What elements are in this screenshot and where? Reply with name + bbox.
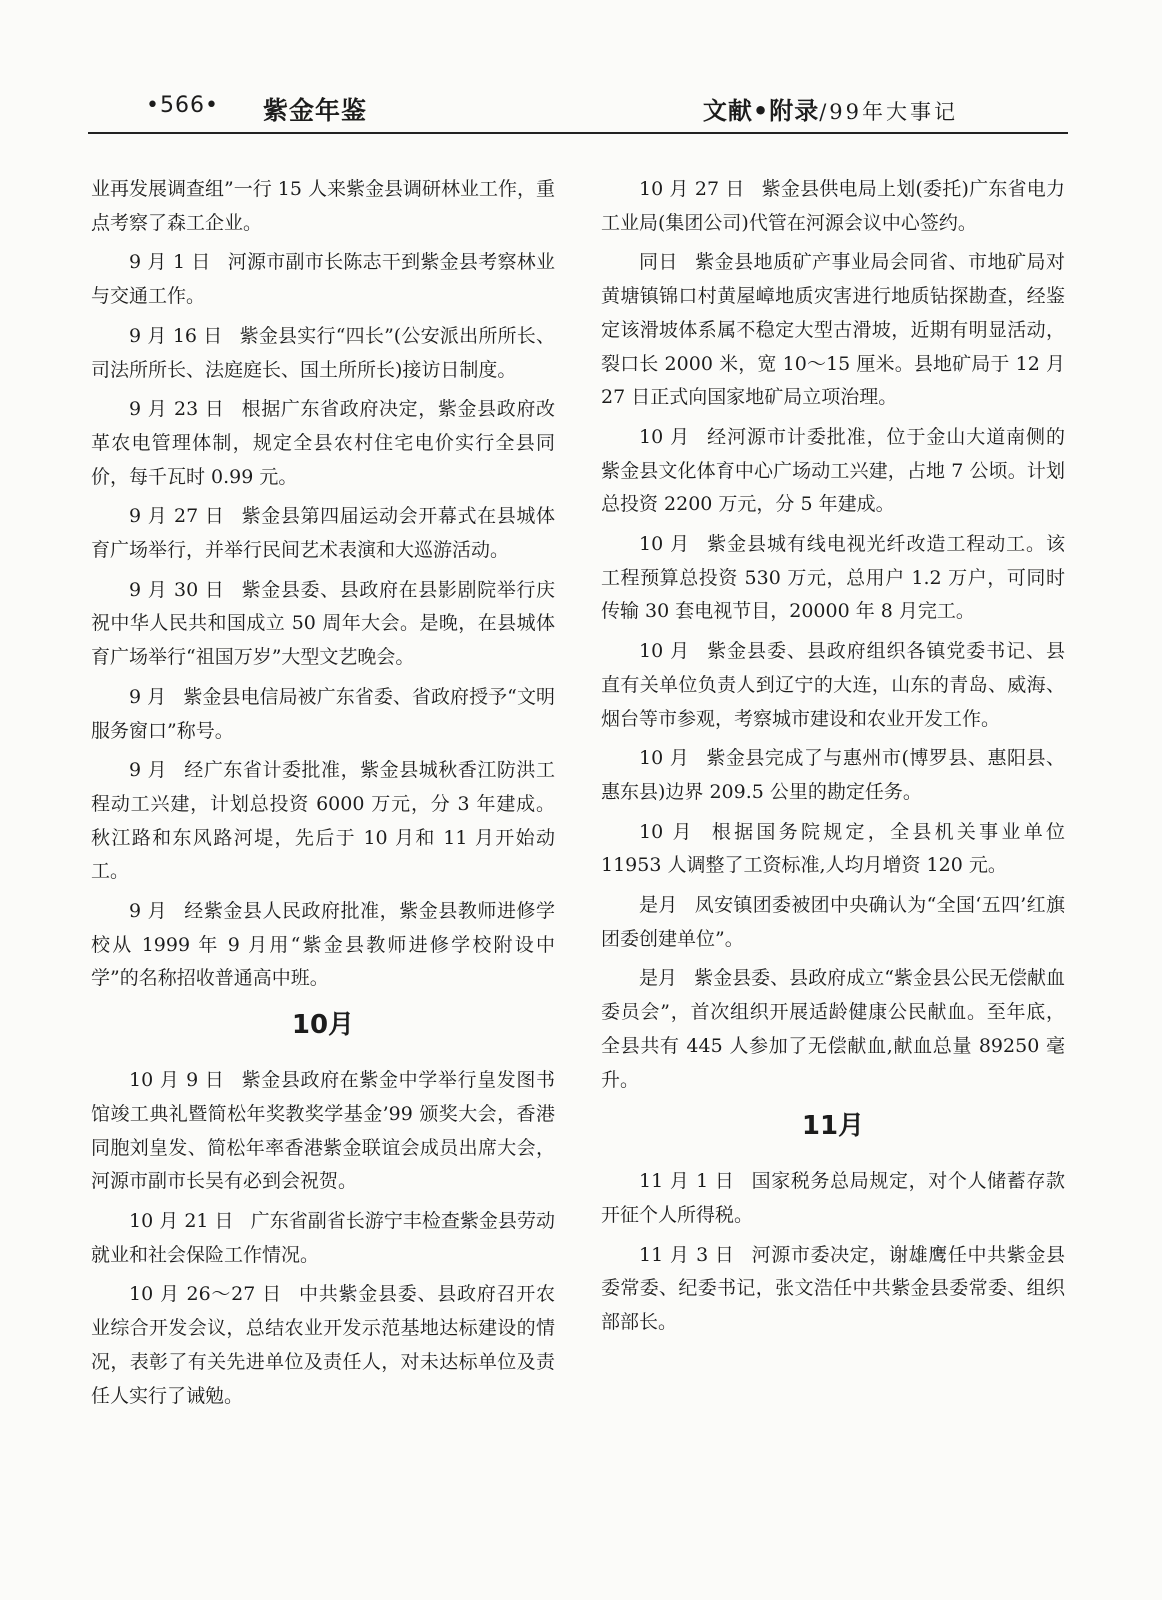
- entry-date: 10 月: [639, 747, 690, 770]
- chronicle-entry: [91, 246, 555, 313]
- page-header: [88, 93, 1066, 135]
- entry-text: 紫金县城有线电视光纤改造工程动工。该工程预算总投资 530 万元，总用户 1.2 万户，可同时传输 30 套电视节目，20000 年 8 月完工。: [601, 533, 1065, 623]
- entry-date: 10 月: [639, 533, 691, 556]
- entry-text: 经广东省计委批准，紫金县城秋香江防洪工程动工兴建，计划总投资 6000 万元，分 3 年建成。秋江路和东风路河堤，先后于 10 月和 11 月开始动工。: [91, 759, 555, 883]
- entry-text: 经河源市计委批准，位于金山大道南侧的紫金县文化体育中心广场动工兴建，占地 7 公顷。计划总投资 2200 万元，分 5 年建成。: [601, 425, 1065, 516]
- right-column: [601, 173, 1065, 1346]
- chronicle-entry: [601, 246, 1065, 415]
- chronicle-entry: [91, 754, 555, 889]
- month-heading-october: 10月: [291, 1010, 355, 1041]
- entry-text: 广东省副省长游宁丰检查紫金县劳动就业和社会保险工作情况。: [91, 1209, 555, 1266]
- chronicle-entry: [601, 889, 1065, 956]
- entry-date: 10 月: [639, 640, 691, 663]
- left-column: [91, 173, 555, 1419]
- entry-date: 11 月 1 日: [639, 1170, 735, 1193]
- chronicle-entry: [91, 320, 555, 387]
- entry-text: 紫金县政府在紫金中学举行皇发图书馆竣工典礼暨简松年奖教奖学基金’99 颁奖大会，香港同胞刘皇发、简松年率香港紫金联谊会成员出席大会，河源市副市长吴有必到会祝贺。: [91, 1069, 555, 1193]
- entry-text: 根据国务院规定，全县机关事业单位 11953 人调整了工资标准,人均月增资 120 元。: [601, 820, 1065, 877]
- entry-text: 紫金县委、县政府在县影剧院举行庆祝中华人民共和国成立 50 周年大会。是晚，在县城体育广场举行“祖国万岁”大型文艺晚会。: [91, 578, 555, 669]
- entry-date: 10 月 27 日: [639, 178, 745, 200]
- entry-date: 9 月 1 日: [129, 251, 211, 274]
- entry-date: 9 月 23 日: [129, 398, 225, 421]
- chronicle-entry: [91, 1064, 555, 1199]
- header-rule: [88, 132, 1068, 134]
- entry-text: 经紫金县人民政府批准，紫金县教师进修学校从 1999 年 9 月用“紫金县教师进修学校附设中学”的名称招收普通高中班。: [91, 900, 555, 990]
- chronicle-entry: [91, 393, 555, 494]
- entry-date: 10 月: [639, 425, 691, 448]
- continued-paragraph: 业再发展调查组”一行 15 人来紫金县调研林业工作，重点考察了森工企业。: [91, 178, 555, 234]
- chronicle-entry: [91, 895, 555, 996]
- october-entries: [91, 1064, 555, 1413]
- entry-text: 紫金县实行“四长”(公安派出所所长、司法所所长、法庭庭长、国土所所长)接访日制度。: [91, 324, 555, 381]
- entry-date: 10 月 9 日: [129, 1069, 225, 1092]
- chronicle-entry: [601, 635, 1065, 736]
- chronicle-entry: [601, 1239, 1065, 1340]
- entry-text: 紫金县第四届运动会开幕式在县城体育广场举行，并举行民间艺术表演和大巡游活动。: [91, 505, 555, 562]
- entry-date: 9 月: [129, 759, 168, 782]
- chronicle-entry: [601, 1165, 1065, 1232]
- chronicle-entry: [601, 742, 1065, 809]
- entry-text: 紫金县电信局被广东省委、省政府授予“文明服务窗口”称号。: [91, 685, 555, 742]
- entry-date: 是月: [639, 967, 678, 990]
- entry-text: 紫金县供电局上划(委托)广东省电力工业局(集团公司)代管在河源会议中心签约。: [601, 178, 1065, 234]
- entry-text: 紫金县完成了与惠州市(博罗县、惠阳县、惠东县)边界 209.5 公里的勘定任务。: [601, 747, 1065, 803]
- entry-text: 河源市副市长陈志干到紫金县考察林业与交通工作。: [91, 251, 555, 308]
- entry-text: 紫金县地质矿产事业局会同省、市地矿局对黄塘镇锦口村黄屋嶂地质灾害进行地质钻探勘查，经鉴定该滑坡体系属不稳定大型古滑坡，近期有明显活动，裂口长 2000 米，宽 10～15 厘米。县地矿局于 12 月 27 日正式向国家地矿局立项治理。: [601, 251, 1065, 409]
- entry-text: 凤安镇团委被团中央确认为“全国‘五四’红旗团委创建单位”。: [601, 894, 1065, 950]
- chronicle-entry: [601, 816, 1065, 883]
- entry-date: 9 月: [129, 900, 168, 923]
- chronicle-entry: [91, 1205, 555, 1272]
- chronicle-entry: [601, 421, 1065, 522]
- subsection-name: /99年大事记: [819, 100, 958, 124]
- entry-text: 根据广东省政府决定，紫金县政府改革农电管理体制，规定全县农村住宅电价实行全县同价，每千瓦时 0.99 元。: [91, 398, 555, 488]
- entry-date: 9 月: [129, 685, 167, 708]
- entry-date: 11 月 3 日: [639, 1243, 735, 1266]
- entry-date: 9 月 30 日: [129, 578, 225, 601]
- section-name: 文献•附录: [702, 97, 820, 125]
- entry-date: 同日: [639, 251, 678, 274]
- entry-date: 10 月: [639, 820, 695, 843]
- september-entries: [91, 246, 555, 996]
- chronicle-entry: [91, 574, 555, 675]
- page-number: •566•: [146, 93, 219, 118]
- october-entries-continued: [601, 173, 1065, 1097]
- chronicle-entry: [91, 681, 555, 748]
- section-title: [703, 91, 958, 126]
- month-heading-november: 11月: [801, 1111, 865, 1142]
- entry-text: 紫金县委、县政府成立“紫金县公民无偿献血委员会”，首次组织开展适龄健康公民献血。至年底，全县共有 445 人参加了无偿献血,献血总量 89250 毫升。: [601, 967, 1065, 1091]
- chronicle-entry: [601, 528, 1065, 629]
- entry-date: 9 月 27 日: [129, 505, 225, 528]
- entry-date: 是月: [639, 894, 678, 917]
- entry-text: 紫金县委、县政府组织各镇党委书记、县直有关单位负责人到辽宁的大连，山东的青岛、威海、烟台等市参观，考察城市建设和农业开发工作。: [601, 640, 1065, 730]
- chronicle-entry: [601, 962, 1065, 1097]
- chronicle-entry: [601, 173, 1065, 240]
- november-entries: [601, 1165, 1065, 1340]
- entry-text: 国家税务总局规定，对个人储蓄存款开征个人所得税。: [601, 1170, 1065, 1226]
- entry-text: 河源市委决定，谢雄鹰任中共紫金县委常委、纪委书记，张文浩任中共紫金县委常委、组织部部长。: [601, 1243, 1065, 1334]
- entry-date: 10 月 21 日: [129, 1209, 234, 1232]
- chronicle-entry: [91, 1278, 555, 1413]
- entry-date: 10 月 26～27 日: [129, 1283, 282, 1306]
- chronicle-entry: [91, 500, 555, 567]
- book-title: 紫金年鉴: [263, 96, 368, 125]
- entry-date: 9 月 16 日: [129, 324, 223, 347]
- entry-text: 中共紫金县委、县政府召开农业综合开发会议，总结农业开发示范基地达标建设的情况，表彰了有关先进单位及责任人，对未达标单位及责任人实行了诫勉。: [91, 1283, 555, 1407]
